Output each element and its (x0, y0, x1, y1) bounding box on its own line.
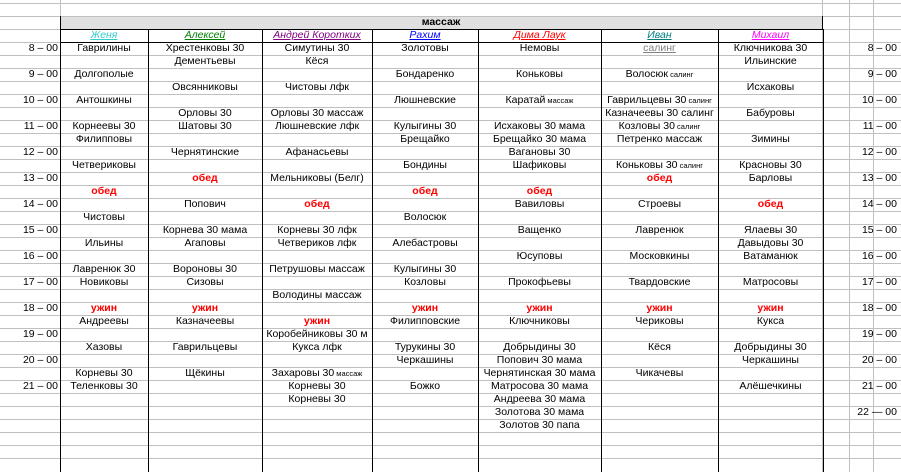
booking-text: Вагановы 30 (508, 146, 571, 158)
booking-cell[interactable] (478, 367, 601, 380)
time-label-right[interactable]: 11 – 00 (862, 120, 897, 132)
booking-cell[interactable] (478, 146, 601, 159)
booking-cell[interactable] (60, 276, 148, 289)
time-label-right[interactable]: 14 – 00 (861, 198, 897, 210)
booking-cell[interactable] (262, 328, 372, 341)
booking-cell[interactable] (478, 419, 601, 432)
break-cell[interactable] (148, 172, 262, 185)
booking-text: Филипповы (75, 133, 133, 145)
booking-cell[interactable] (262, 120, 372, 133)
booking-text: Коньковы 30 (616, 159, 678, 171)
booking-text: салинг (643, 42, 676, 54)
booking-text: обед (526, 185, 553, 197)
booking-text: Люшневские (394, 94, 456, 106)
booking-cell[interactable] (601, 120, 718, 133)
booking-text: Филипповские (389, 315, 461, 327)
booking-cell[interactable] (372, 42, 478, 55)
booking-text: Золотова 30 мама (494, 406, 585, 418)
booking-text: ужин (191, 302, 219, 314)
booking-text: Кукса лфк (292, 341, 342, 353)
booking-text: Ключникова 30 (733, 42, 808, 54)
booking-text: Брещайко (400, 133, 450, 145)
booking-cell[interactable] (478, 380, 601, 393)
master-header-3[interactable]: Андрей Коротких (273, 29, 361, 41)
booking-cell[interactable] (601, 159, 718, 172)
time-label[interactable]: 16 – 00 (22, 250, 58, 262)
time-label[interactable]: 12 – 00 (22, 146, 58, 158)
booking-cell[interactable] (718, 81, 823, 94)
booking-text: Золотовы (401, 42, 449, 54)
booking-text: Сизовы (186, 276, 224, 288)
break-cell[interactable] (148, 302, 262, 315)
booking-cell[interactable] (262, 393, 372, 406)
booking-cell[interactable] (478, 315, 601, 328)
booking-text: Хрестенковы 30 (165, 42, 245, 54)
booking-cell[interactable] (372, 237, 478, 250)
booking-text: Волосюк (403, 211, 447, 223)
break-cell[interactable] (478, 302, 601, 315)
booking-text: Попович 30 мама (496, 354, 583, 366)
master-header-1[interactable]: Женя (90, 29, 118, 41)
time-label-right[interactable]: 20 – 00 (861, 354, 897, 366)
booking-text: Казначеевы (175, 315, 235, 327)
booking-text: Ялаевы 30 (743, 224, 798, 236)
booking-text: Щёкины (185, 367, 225, 379)
booking-text: Новиковы (79, 276, 129, 288)
time-label[interactable]: 8 – 00 (28, 42, 58, 54)
time-label-right[interactable]: 17 – 00 (861, 276, 897, 288)
booking-cell[interactable] (60, 367, 148, 380)
booking-text: Корнева 30 мама (162, 224, 248, 236)
booking-text: Орловы 30 (178, 107, 232, 119)
booking-cell[interactable] (478, 250, 601, 263)
booking-text: Золотов 30 папа (499, 419, 580, 431)
booking-text: Красновы 30 (739, 159, 802, 171)
booking-text: Лавренюк 30 (72, 263, 136, 275)
booking-text: Володины массаж (272, 289, 362, 301)
booking-cell[interactable] (718, 276, 823, 289)
break-cell[interactable] (372, 302, 478, 315)
booking-cell[interactable] (372, 68, 478, 81)
booking-text: обед (757, 198, 784, 210)
booking-text: Юсуповы (516, 250, 563, 262)
booking-cell[interactable] (60, 341, 148, 354)
booking-text: Петренко массаж (616, 133, 703, 145)
master-header-7[interactable]: Михаил (751, 29, 790, 41)
booking-text: Божко (409, 380, 441, 392)
booking-text: Корневы 30 лфк (277, 224, 357, 236)
booking-text: Орловы 30 массаж (270, 107, 364, 119)
booking-cell[interactable] (478, 94, 601, 107)
booking-cell[interactable] (262, 289, 372, 302)
booking-cell[interactable] (718, 315, 823, 328)
booking-text: Черкашины (396, 354, 454, 366)
booking-cell[interactable] (478, 68, 601, 81)
booking-text: Шафиковы (512, 159, 567, 171)
booking-cell[interactable] (601, 224, 718, 237)
booking-text: Четвериковы (72, 159, 136, 171)
break-cell[interactable] (718, 198, 823, 211)
booking-cell[interactable] (478, 341, 601, 354)
time-label[interactable]: 9 – 00 (28, 68, 58, 80)
booking-cell[interactable] (60, 68, 148, 81)
booking-note: салинг (667, 70, 694, 79)
break-cell[interactable] (601, 302, 718, 315)
booking-cell[interactable] (601, 107, 718, 120)
break-cell[interactable] (601, 172, 718, 185)
booking-note: салинг (677, 161, 703, 170)
booking-cell[interactable] (478, 42, 601, 55)
booking-text: Агаповы (184, 237, 226, 249)
time-label[interactable]: 10 – 00 (22, 94, 58, 106)
booking-text: Зимины (751, 133, 790, 145)
booking-text: Ключниковы (509, 315, 570, 327)
booking-text: Козловы (404, 276, 446, 288)
time-label-right[interactable]: 10 – 00 (861, 94, 897, 106)
booking-text: Алебастровы (392, 237, 458, 249)
booking-text: Кулыгины 30 (393, 263, 457, 275)
booking-cell[interactable] (60, 133, 148, 146)
booking-cell[interactable] (601, 42, 718, 55)
booking-cell[interactable] (262, 81, 372, 94)
booking-text: Добрыдины 30 (734, 341, 807, 353)
booking-text: Ильины (84, 237, 124, 249)
booking-text: Волосюк (625, 68, 668, 80)
booking-cell[interactable] (478, 120, 601, 133)
booking-cell[interactable] (372, 94, 478, 107)
booking-text: Лавренюк (635, 224, 684, 236)
break-cell[interactable] (60, 302, 148, 315)
booking-cell[interactable] (262, 55, 372, 68)
break-cell[interactable] (60, 185, 148, 198)
booking-text: Гаврильцевы (172, 341, 238, 353)
booking-text: Матросовы (742, 276, 799, 288)
booking-text: Ватаманюк (743, 250, 798, 262)
booking-cell[interactable] (262, 172, 372, 185)
booking-text: Кёся (305, 55, 329, 67)
booking-cell[interactable] (148, 107, 262, 120)
booking-text: Московкины (629, 250, 690, 262)
booking-text: Козловы 30 (618, 120, 675, 132)
booking-cell[interactable] (148, 315, 262, 328)
booking-text: Мельниковы (Белг) (270, 172, 364, 184)
booking-text: Дементьевы (174, 55, 236, 67)
booking-text: Овсянниковы (172, 81, 238, 93)
time-label[interactable]: 18 – 00 (22, 302, 58, 314)
booking-cell[interactable] (262, 42, 372, 55)
booking-text: Добрыдины 30 (503, 341, 576, 353)
booking-text: обед (192, 172, 218, 184)
booking-text: Четвериков лфк (277, 237, 357, 249)
master-header-4[interactable]: Рахим (409, 29, 441, 41)
booking-cell[interactable] (478, 354, 601, 367)
booking-text: Андреева 30 мама (493, 393, 586, 405)
booking-cell[interactable] (478, 224, 601, 237)
booking-cell[interactable] (372, 133, 478, 146)
booking-cell[interactable] (372, 354, 478, 367)
booking-cell[interactable] (148, 55, 262, 68)
time-label-right[interactable]: 21 – 00 (861, 380, 897, 392)
booking-text: Шатовы 30 (178, 120, 232, 132)
booking-cell[interactable] (60, 42, 148, 55)
booking-cell[interactable] (148, 120, 262, 133)
booking-text: Петрушовы массаж (269, 263, 365, 275)
booking-text: Вороновы 30 (173, 263, 237, 275)
booking-cell[interactable] (60, 237, 148, 250)
time-label-right[interactable]: 18 – 00 (861, 302, 897, 314)
booking-cell[interactable] (148, 198, 262, 211)
booking-text: Антошкины (76, 94, 132, 106)
time-label-right[interactable]: 19 – 00 (861, 328, 897, 340)
booking-cell[interactable] (718, 224, 823, 237)
booking-cell[interactable] (372, 159, 478, 172)
booking-cell[interactable] (478, 393, 601, 406)
time-label-right[interactable]: 12 – 00 (861, 146, 897, 158)
booking-text: Алёшечкины (739, 380, 802, 392)
booking-cell[interactable] (262, 263, 372, 276)
booking-text: Чериковы (635, 315, 684, 327)
booking-note: массаж (334, 369, 363, 378)
booking-text: Люшневские лфк (274, 120, 360, 132)
booking-cell[interactable] (148, 146, 262, 159)
booking-cell[interactable] (60, 159, 148, 172)
booking-cell[interactable] (718, 107, 823, 120)
master-header-6[interactable]: Иван (647, 29, 672, 41)
booking-cell[interactable] (718, 250, 823, 263)
time-label-right[interactable]: 8 – 00 (867, 42, 897, 54)
booking-text: Матросова 30 мама (490, 380, 589, 392)
booking-cell[interactable] (262, 237, 372, 250)
booking-text: Долгополые (74, 68, 134, 80)
time-label[interactable]: 19 – 00 (22, 328, 58, 340)
booking-note: салинг (674, 122, 701, 131)
booking-text: Корневы 30 (288, 393, 346, 405)
booking-text: Хазовы (85, 341, 123, 353)
booking-cell[interactable] (718, 380, 823, 393)
booking-note: массаж (545, 96, 574, 105)
booking-text: Кукса (756, 315, 785, 327)
booking-text: обед (304, 198, 330, 210)
booking-text: ужин (411, 302, 439, 314)
booking-text: Попович (184, 198, 226, 210)
booking-cell[interactable] (601, 198, 718, 211)
booking-text: Чистовы лфк (284, 81, 350, 93)
break-cell[interactable] (262, 315, 372, 328)
booking-text: ужин (526, 302, 553, 314)
booking-cell[interactable] (262, 341, 372, 354)
booking-text: Строевы (637, 198, 682, 210)
booking-cell[interactable] (148, 81, 262, 94)
booking-cell[interactable] (262, 146, 372, 159)
booking-cell[interactable] (262, 107, 372, 120)
booking-cell[interactable] (601, 94, 718, 107)
booking-cell[interactable] (718, 159, 823, 172)
booking-cell[interactable] (60, 380, 148, 393)
booking-cell[interactable] (148, 276, 262, 289)
booking-cell[interactable] (718, 42, 823, 55)
time-label[interactable]: 13 – 00 (22, 172, 58, 184)
booking-cell[interactable] (148, 42, 262, 55)
booking-text: Гаврилины (77, 42, 131, 54)
break-cell[interactable] (262, 198, 372, 211)
booking-text: Казначеевы 30 салинг (605, 107, 714, 119)
booking-text: Каратай (505, 94, 546, 106)
booking-cell[interactable] (718, 237, 823, 250)
booking-cell[interactable] (262, 367, 372, 380)
booking-text: Немовы (519, 42, 560, 54)
booking-text: Захаровы 30 (271, 367, 335, 379)
time-label[interactable]: 21 – 00 (22, 380, 58, 392)
booking-text: Бабуровы (746, 107, 795, 119)
booking-cell[interactable] (601, 68, 718, 81)
booking-text: Андреевы (79, 315, 129, 327)
booking-text: Коньковы (516, 68, 563, 80)
booking-note: салинг (686, 96, 712, 105)
time-label-right[interactable]: 15 – 00 (861, 224, 897, 236)
break-cell[interactable] (478, 185, 601, 198)
time-label-right[interactable]: 9 – 00 (867, 68, 897, 80)
time-label-right[interactable]: 13 – 00 (861, 172, 897, 184)
booking-cell[interactable] (60, 211, 148, 224)
booking-text: Черкашины (742, 354, 799, 366)
booking-text: Кулыгины 30 (393, 120, 457, 132)
booking-text: Чикачевы (635, 367, 684, 379)
time-label[interactable]: 20 – 00 (22, 354, 58, 366)
booking-text: обед (412, 185, 438, 197)
booking-cell[interactable] (601, 367, 718, 380)
booking-text: Чернятинские (170, 146, 240, 158)
booking-cell[interactable] (60, 94, 148, 107)
booking-text: Теленковы 30 (70, 380, 138, 392)
booking-text: обед (646, 172, 673, 184)
booking-cell[interactable] (372, 120, 478, 133)
booking-cell[interactable] (601, 276, 718, 289)
booking-text: Корнеевы 30 (72, 120, 136, 132)
booking-text: Исхаковы 30 мама (493, 120, 586, 132)
break-cell[interactable] (718, 302, 823, 315)
booking-text: Ващенко (517, 224, 562, 236)
booking-text: Бондины (403, 159, 447, 171)
sheet-title[interactable]: массаж (421, 16, 461, 28)
booking-cell[interactable] (60, 263, 148, 276)
booking-text: Вавиловы (514, 198, 565, 210)
booking-text: Ильинские (744, 55, 797, 67)
booking-text: Корневы 30 (288, 380, 346, 392)
booking-text: Исхаковы (746, 81, 795, 93)
booking-text: Давыдовы 30 (737, 237, 804, 249)
booking-text: Твардовские (628, 276, 691, 288)
booking-text: Коробейниковы 30 м (266, 328, 368, 340)
booking-cell[interactable] (148, 341, 262, 354)
booking-cell[interactable] (262, 380, 372, 393)
booking-text: Брещайко 30 мама (492, 133, 587, 145)
booking-cell[interactable] (718, 55, 823, 68)
booking-cell[interactable] (718, 172, 823, 185)
master-header-2[interactable]: Алексей (184, 29, 226, 41)
booking-cell[interactable] (60, 315, 148, 328)
booking-text: Афанасьевы (285, 146, 349, 158)
booking-text: Кёся (648, 341, 671, 353)
booking-cell[interactable] (372, 315, 478, 328)
booking-text: ужин (90, 302, 118, 314)
master-header-5[interactable]: Дима Лаук (513, 29, 566, 41)
booking-text: ужин (757, 302, 784, 314)
break-cell[interactable] (372, 185, 478, 198)
booking-cell[interactable] (148, 237, 262, 250)
booking-cell[interactable] (372, 263, 478, 276)
booking-cell[interactable] (478, 198, 601, 211)
booking-text: Прокофьевы (508, 276, 571, 288)
booking-text: Бондаренко (395, 68, 455, 80)
booking-cell[interactable] (478, 133, 601, 146)
booking-cell[interactable] (148, 263, 262, 276)
booking-text: Чернятинская 30 мама (483, 367, 596, 379)
booking-cell[interactable] (148, 367, 262, 380)
booking-cell[interactable] (372, 211, 478, 224)
booking-cell[interactable] (372, 276, 478, 289)
booking-text: обед (91, 185, 117, 197)
booking-cell[interactable] (601, 133, 718, 146)
booking-cell[interactable] (601, 341, 718, 354)
time-label-right[interactable]: 22 — 00 (857, 406, 897, 418)
booking-text: Корневы 30 (75, 367, 133, 379)
booking-text: Гаврильцевы 30 (607, 94, 687, 106)
booking-cell[interactable] (148, 224, 262, 237)
booking-text: Барловы (748, 172, 793, 184)
booking-text: Чистовы (83, 211, 125, 223)
time-label[interactable]: 14 – 00 (22, 198, 58, 210)
booking-cell[interactable] (60, 120, 148, 133)
booking-text: Турукины 30 (394, 341, 456, 353)
booking-text: Симутины 30 (284, 42, 350, 54)
booking-cell[interactable] (478, 159, 601, 172)
booking-cell[interactable] (718, 354, 823, 367)
booking-text: ужин (303, 315, 331, 327)
booking-cell[interactable] (262, 224, 372, 237)
time-label-right[interactable]: 16 – 00 (861, 250, 897, 262)
booking-cell[interactable] (372, 380, 478, 393)
booking-cell[interactable] (478, 406, 601, 419)
time-label[interactable]: 15 – 00 (22, 224, 58, 236)
booking-cell[interactable] (718, 341, 823, 354)
booking-cell[interactable] (601, 250, 718, 263)
booking-cell[interactable] (601, 315, 718, 328)
booking-cell[interactable] (478, 276, 601, 289)
booking-cell[interactable] (718, 133, 823, 146)
booking-text: ужин (646, 302, 673, 314)
time-label[interactable]: 17 – 00 (22, 276, 58, 288)
time-label[interactable]: 11 – 00 (23, 120, 58, 132)
booking-cell[interactable] (372, 341, 478, 354)
